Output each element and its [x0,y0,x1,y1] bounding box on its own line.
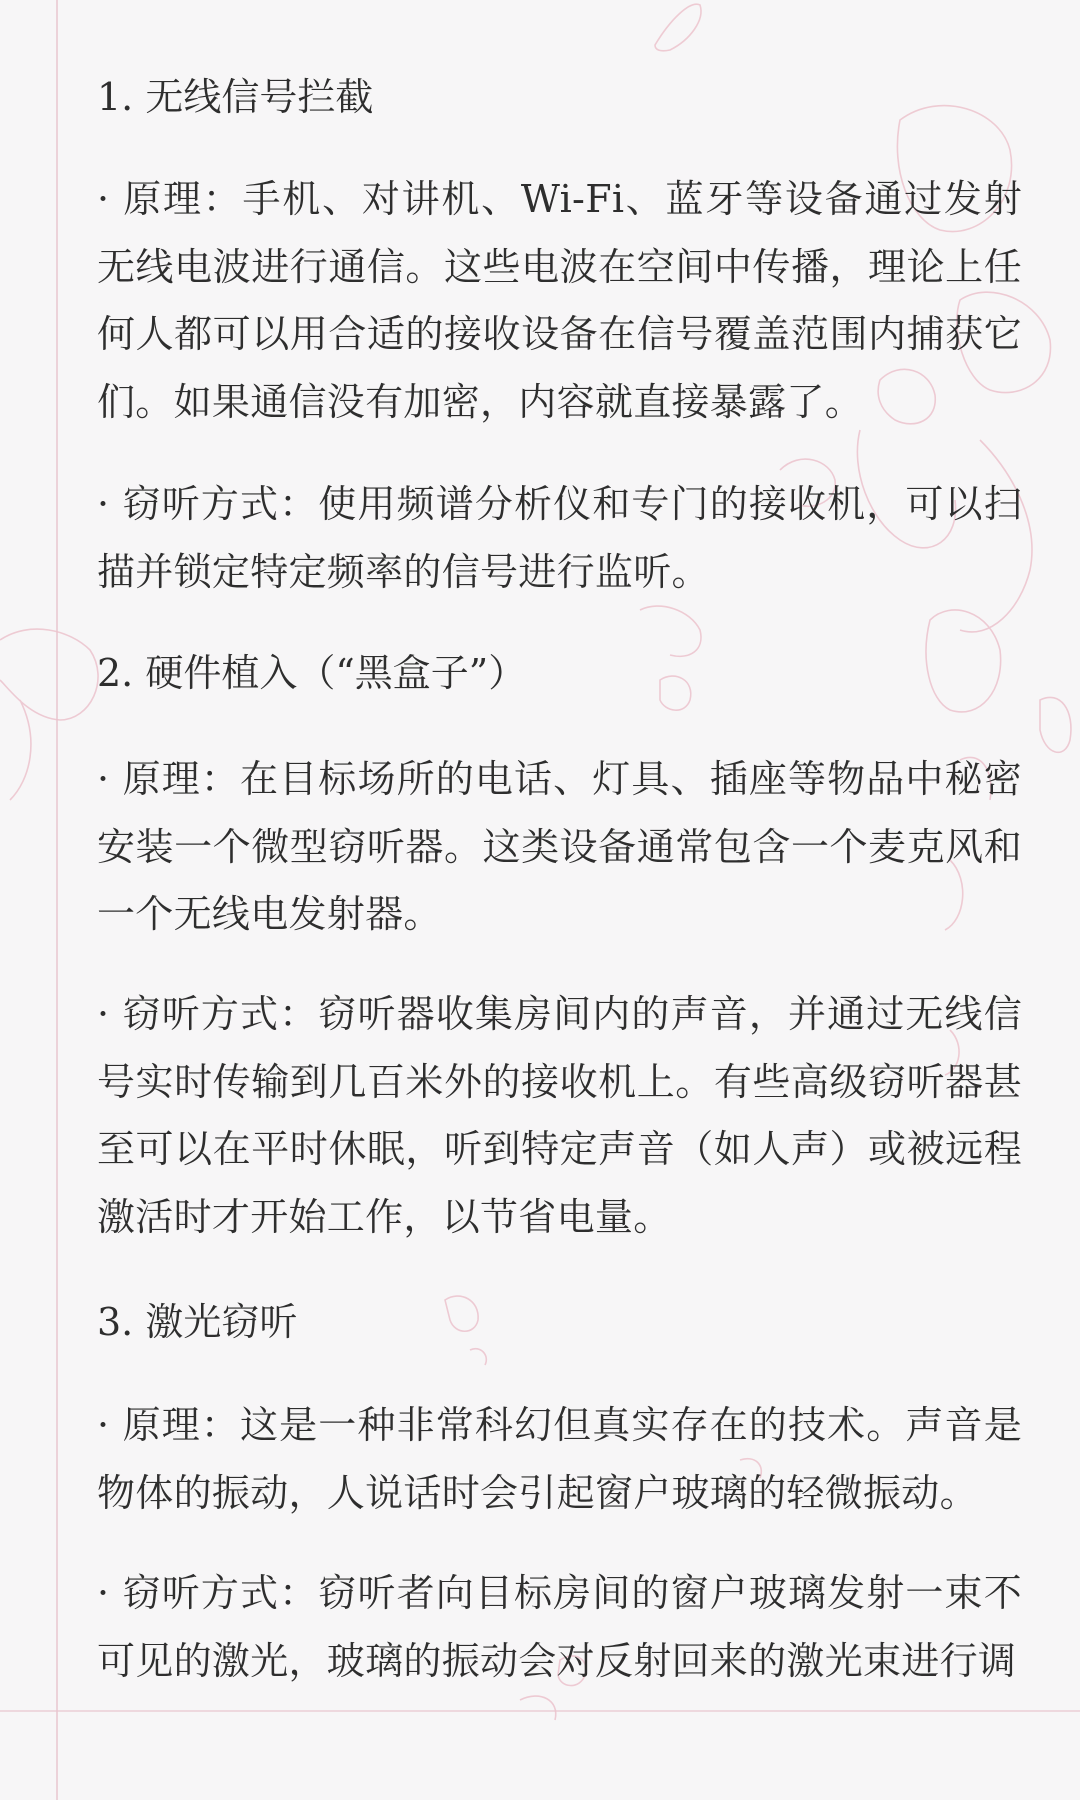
section-2-heading: 2. 硬件植入（“黑盒子”） [97,651,527,695]
section-3-paragraph-2: · 窃听方式：窃听者向目标房间的窗户玻璃发射一束不可见的激光，玻璃的振动会对反射回来的激光束进行调 [97,1571,1022,1683]
section-1-paragraph-2: · 窃听方式：使用频谱分析仪和专门的接收机，可以扫描并锁定特定频率的信号进行监听。 [97,482,1022,594]
section-2-paragraph-1: · 原理：在目标场所的电话、灯具、插座等物品中秘密安装一个微型窃听器。这类设备通常包含一个麦克风和一个无线电发射器。 [97,757,1022,936]
section-1-paragraph-1: · 原理：手机、对讲机、Wi-Fi、蓝牙等设备通过发射无线电波进行通信。这些电波在空间中传播，理论上任何人都可以用合适的接收设备在信号覆盖范围内捕获它们。如果通信没有加密，内容就直接暴露了。 [97,177,1022,424]
section-3-heading: 3. 激光窃听 [97,1300,298,1344]
section-2-paragraph-2: · 窃听方式：窃听器收集房间内的声音，并通过无线信号实时传输到几百米外的接收机上。有些高级窃听器甚至可以在平时休眠，听到特定声音（如人声）或被远程激活时才开始工作，以节省电量。 [97,992,1022,1239]
section-3-paragraph-1: · 原理：这是一种非常科幻但真实存在的技术。声音是物体的振动，人说话时会引起窗户玻璃的轻微振动。 [97,1403,1022,1515]
section-1-heading: 1. 无线信号拦截 [97,75,374,119]
